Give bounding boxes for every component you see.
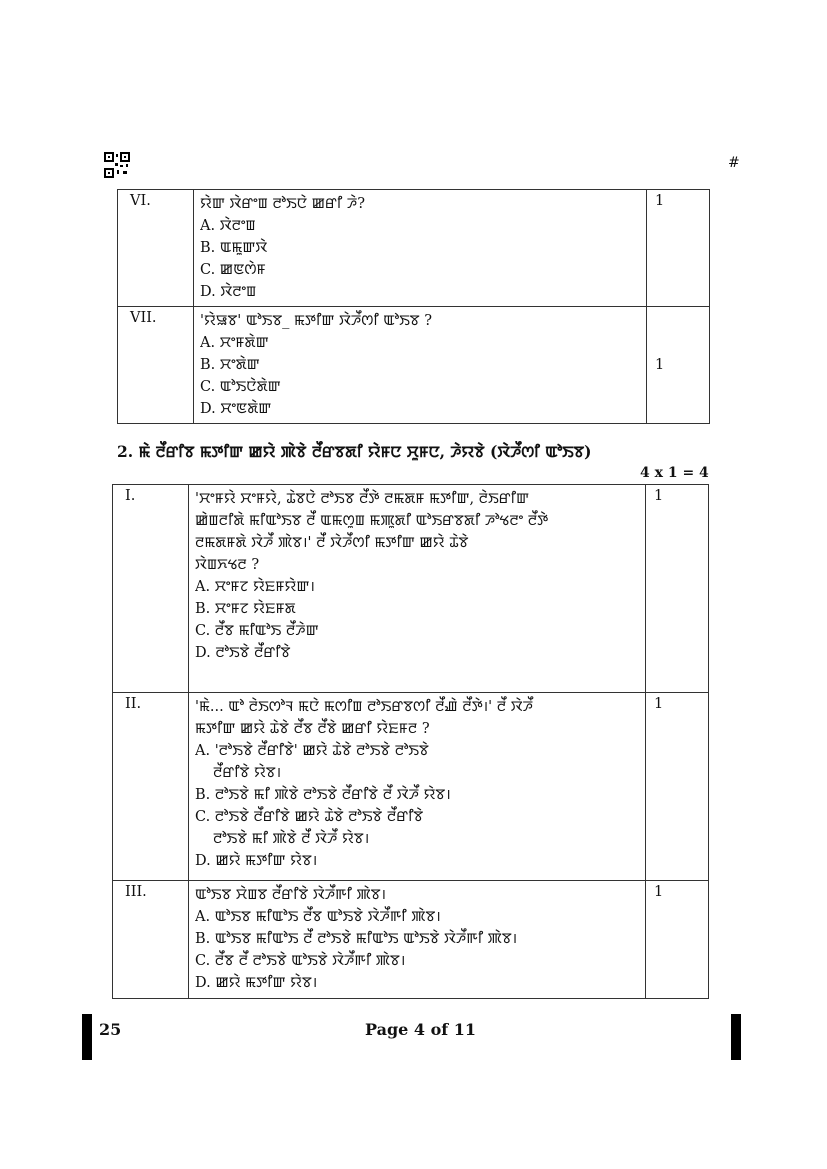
question-table-2 — [112, 484, 709, 999]
option: D. ꯀꯌꯥ ꯃꯇꯤꯛ ꯌꯥꯕ। — [195, 975, 318, 991]
question-cell — [189, 485, 646, 693]
option: B. ꯆꯦꯝꯖ ꯌꯥꯐꯝꯗ — [195, 601, 296, 617]
table-row — [118, 307, 710, 424]
mark-cell: 1 — [647, 190, 710, 307]
option: D. ꯋꯥꯂꯦꯡ — [200, 284, 257, 300]
mark-cell: 1 — [646, 693, 709, 881]
page-number: Page 4 of 11 — [365, 1020, 476, 1039]
mark-cell: 1 — [646, 881, 709, 999]
option: A. ꯆꯦꯝꯗꯥꯛ — [200, 335, 269, 351]
question-cell — [194, 307, 647, 424]
question-text: 'ꯃꯥ... ꯑꯣ ꯂꯥꯏꯁꯣꯜ ꯃꯅꯥ ꯃꯁꯤꯡ ꯂꯣꯏꯔꯕꯁꯤ ꯂꯩꯉꯥ ꯂꯩꯇꯥ।' ꯂꯩ ꯋꯥꯍꯩ — [195, 699, 534, 715]
question-number: III. — [113, 881, 189, 999]
option: B. ꯂꯣꯏꯕꯥ ꯃꯤ ꯄꯥꯕꯥ ꯂꯣꯏꯕꯥ ꯂꯩꯔꯤꯕꯥ ꯂꯩ ꯋꯥꯍꯩ ꯌꯥꯕ। — [195, 787, 451, 803]
question-cell — [194, 190, 647, 307]
question-text: 'ꯆꯦꯝꯌꯥ ꯆꯦꯝꯌꯥ, ꯊꯥꯕꯅꯥ ꯂꯣꯏꯕ ꯂꯩꯇꯥ ꯂꯃꯗꯝ ꯃꯇꯤꯛ, ꯂꯥꯏꯔꯤꯛ — [195, 491, 529, 507]
option: C. ꯂꯣꯏꯕꯥ ꯂꯩꯔꯤꯕꯥ ꯀꯌꯥ ꯊꯥꯕꯥ ꯂꯣꯏꯕꯥ ꯂꯩꯔꯤꯕꯥ — [195, 809, 424, 825]
table-row — [113, 485, 709, 693]
mark-cell: 1 — [646, 485, 709, 693]
question-text: ꯌꯥꯛ ꯋꯥꯔꯦꯡ ꯂꯣꯏꯅꯥ ꯀꯔꯤ ꯍꯥ? — [200, 196, 365, 212]
option: B. ꯆꯦꯗꯥꯛ — [200, 357, 260, 373]
page-marker: # — [728, 155, 740, 171]
right-margin-bar — [731, 1014, 741, 1060]
question-text: ꯀꯥꯡꯂꯤꯗꯥ ꯃꯤꯑꯣꯏꯕ ꯂꯩ ꯑꯃꯁꯨꯡ ꯃꯄꯨꯗꯤ ꯑꯣꯏꯔꯕꯗꯤ ꯍꯣꯠꯂꯦ ꯂꯩꯇꯥ — [195, 513, 549, 529]
option: D. ꯆꯦꯟꯗꯥꯛ — [200, 401, 272, 417]
question-text: ꯂꯃꯗꯝꯗꯥ ꯋꯥꯍꯩ ꯄꯥꯕ।' ꯂꯩ ꯋꯥꯍꯩꯁꯤ ꯃꯇꯤꯛ ꯀꯌꯥ ꯊꯥꯕꯥ — [195, 535, 469, 551]
left-margin-bar — [82, 1014, 92, 1060]
page-code: 25 — [99, 1020, 122, 1039]
option: A. 'ꯂꯣꯏꯕꯥ ꯂꯩꯔꯤꯕꯥ' ꯀꯌꯥ ꯊꯥꯕꯥ ꯂꯣꯏꯕꯥ ꯂꯣꯏꯕꯥ — [195, 743, 429, 759]
option-continued: ꯂꯣꯏꯕꯥ ꯃꯤ ꯄꯥꯕꯥ ꯂꯩ ꯋꯥꯍꯩ ꯌꯥꯕ। — [213, 831, 370, 847]
question-number: VI. — [118, 190, 194, 307]
option: A. ꯆꯦꯝꯖ ꯌꯥꯐꯝꯌꯥꯛ। — [195, 579, 315, 595]
qr-code-icon — [104, 152, 130, 178]
option: B. ꯑꯃꯨꯛꯋꯥ — [200, 240, 268, 256]
question-table-1 — [117, 189, 710, 424]
question-text: ꯑꯣꯏꯕ ꯆꯥꯡꯕ ꯂꯩꯔꯤꯕꯥ ꯋꯥꯍꯩꯒꯤ ꯄꯥꯕ। — [195, 887, 387, 903]
question-text: ꯃꯇꯤꯛ ꯀꯌꯥ ꯊꯥꯕꯥ ꯂꯩꯕ ꯂꯩꯕꯥ ꯀꯔꯤ ꯌꯥꯐꯝꯂ ? — [195, 721, 430, 737]
option: C. ꯂꯩꯕ ꯃꯤꯑꯣꯏ ꯂꯩꯍꯥꯛ — [195, 623, 319, 639]
question-number: I. — [113, 485, 189, 693]
question-cell — [189, 693, 646, 881]
question-number: VII. — [118, 307, 194, 424]
option: C. ꯂꯩꯕ ꯂꯩ ꯂꯣꯏꯕꯥ ꯑꯣꯏꯕꯥ ꯋꯥꯍꯩꯒꯤ ꯄꯥꯕ। — [195, 953, 406, 969]
question-text: ꯋꯥꯡꯈꯠꯂ ? — [195, 557, 260, 573]
option: A. ꯑꯣꯏꯕ ꯃꯤꯑꯣꯏ ꯂꯩꯕ ꯑꯣꯏꯕꯥ ꯋꯥꯍꯩꯒꯤ ꯄꯥꯕ। — [195, 909, 441, 925]
option-continued: ꯂꯩꯔꯤꯕꯥ ꯌꯥꯕ। — [213, 765, 282, 781]
option: A. ꯋꯥꯂꯦꯡ — [200, 218, 256, 234]
table-row — [118, 190, 710, 307]
question-cell — [189, 881, 646, 999]
question-text: 'ꯌꯥꯎꯕ' ꯑꯣꯏꯕ_ ꯃꯇꯤꯛ ꯋꯥꯍꯩꯁꯤ ꯑꯣꯏꯕ ? — [200, 313, 432, 329]
option: B. ꯑꯣꯏꯕ ꯃꯤꯑꯣꯏ ꯂꯩ ꯂꯣꯏꯕꯥ ꯃꯤꯑꯣꯏ ꯑꯣꯏꯕꯥ ꯋꯥꯍꯩꯒꯤ ꯄꯥꯕ। — [195, 931, 518, 947]
option: D. ꯂꯣꯏꯕꯥ ꯂꯩꯔꯤꯕꯥ — [195, 645, 291, 661]
option: C. ꯀꯟꯁꯥꯝ — [200, 262, 266, 278]
table-row — [113, 693, 709, 881]
table-row — [113, 881, 709, 999]
section-marks: 4 x 1 = 4 — [640, 465, 709, 481]
question-number: II. — [113, 693, 189, 881]
mark-cell: 1 — [647, 307, 710, 424]
section-heading: 2. ꯃꯥ ꯂꯩꯔꯤꯕ ꯃꯇꯤꯛ ꯀꯌꯥ ꯄꯥꯕꯥ ꯂꯩꯔꯕꯗꯤ ꯌꯥꯝꯅ ꯆꯨꯝꯅ, ꯍꯥꯌꯕꯥ (ꯋꯥꯍꯩꯁꯤ ꯑꯣꯏꯕ) — [117, 442, 592, 461]
option: D. ꯀꯌꯥ ꯃꯇꯤꯛ ꯌꯥꯕ। — [195, 853, 318, 869]
option: C. ꯑꯣꯏꯅꯥꯗꯥꯛ — [200, 379, 281, 395]
